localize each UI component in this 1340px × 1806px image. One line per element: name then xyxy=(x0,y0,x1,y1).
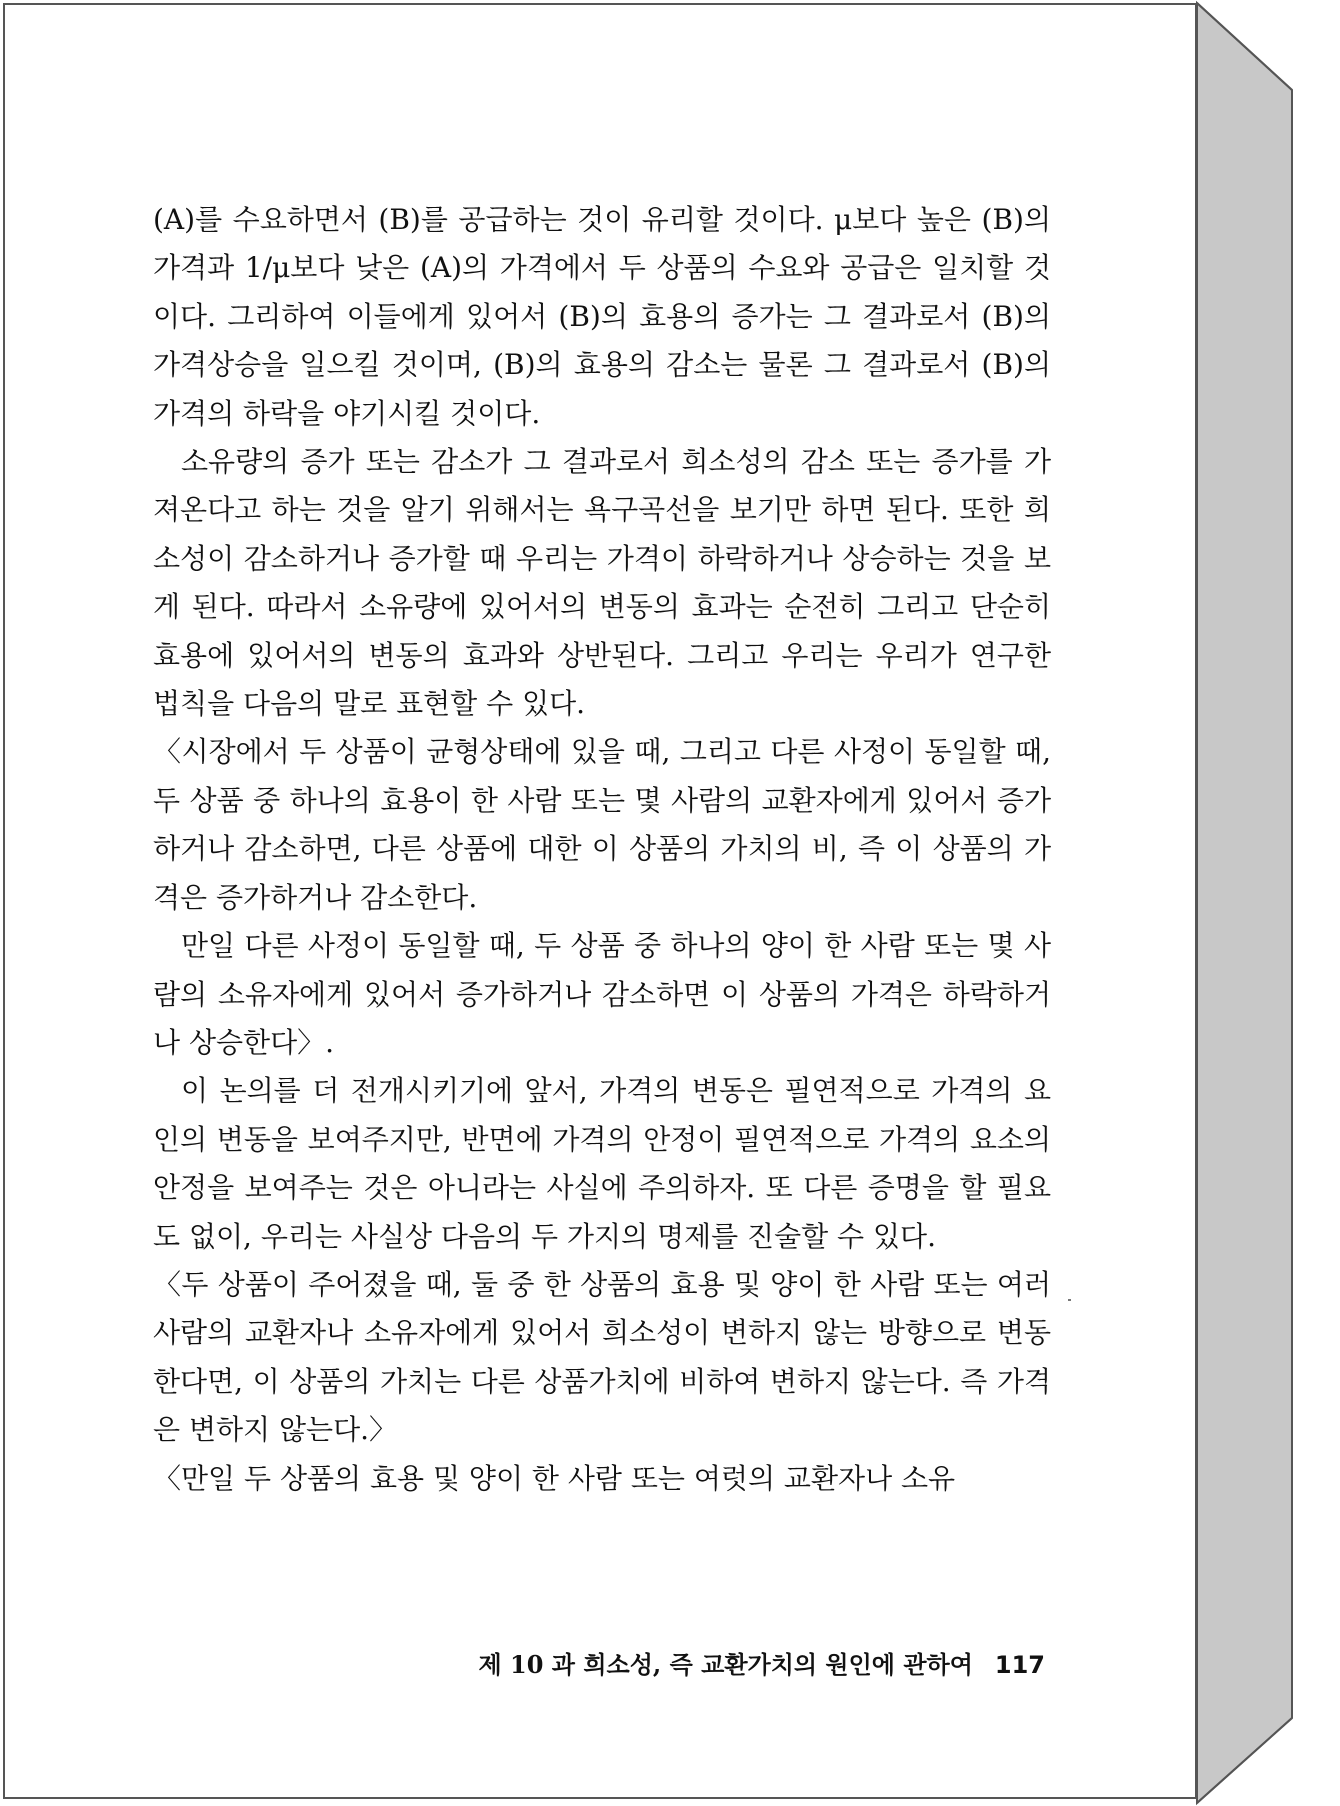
scan-speck xyxy=(1068,1299,1071,1301)
body-text xyxy=(153,196,1051,1503)
paragraph-6-quote: 〈두 상품이 주어졌을 때, 둘 중 한 상품의 효용 및 양이 한 사람 또는 여러 사람의 교환자나 소유자에게 있어서 희소성이 변하지 않는 방향으로 변동한다면, 이 상품의 가치는 다른 상품가치에 비하여 변하지 않는다. 즉 가격은 변하지 않는다.〉 xyxy=(153,1267,1051,1447)
paragraph-4: 만일 다른 사정이 동일할 때, 두 상품 중 하나의 양이 한 사람 또는 몇 사람의 소유자에게 있어서 증가하거나 감소하면 이 상품의 가격은 하락하거나 상승한다〉. xyxy=(153,929,1051,1059)
running-footer xyxy=(479,1645,1045,1680)
paragraph-1: (A)를 수요하면서 (B)를 공급하는 것이 유리할 것이다. μ보다 높은 (B)의 가격과 1/μ보다 낮은 (A)의 가격에서 두 상품의 수요와 공급은 일치할 것이다. 그리하여 이들에게 있어서 (B)의 효용의 증가는 그 결과로서 (B)의 가격상승을 일으킬 것이며, (B)의 효용의 감소는 물론 그 결과로서 (B)의 가격의 하락을 야기시킬 것이다. xyxy=(153,203,1051,430)
paragraph-2: 소유량의 증가 또는 감소가 그 결과로서 희소성의 감소 또는 증가를 가져온다고 하는 것을 알기 위해서는 욕구곡선을 보기만 하면 된다. 또한 희소성이 감소하거나 증가할 때 우리는 가격이 하락하거나 상승하는 것을 보게 된다. 따라서 소유량에 있어서의 변동의 효과는 순전히 그리고 단순히 효용에 있어서의 변동의 효과와 상반된다. 그리고 우리는 우리가 연구한 법칙을 다음의 말로 표현할 수 있다. xyxy=(153,445,1051,721)
paragraph-7-quote: 〈만일 두 상품의 효용 및 양이 한 사람 또는 여럿의 교환자나 소유 xyxy=(153,1461,956,1495)
paragraph-5: 이 논의를 더 전개시키기에 앞서, 가격의 변동은 필연적으로 가격의 요인의 변동을 보여주지만, 반면에 가격의 안정이 필연적으로 가격의 요소의 안정을 보여주는 것은 아니라는 사실에 주의하자. 또 다른 증명을 할 필요도 없이, 우리는 사실상 다음의 두 가지의 명제를 진술할 수 있다. xyxy=(153,1074,1051,1253)
paragraph-3-quote: 〈시장에서 두 상품이 균형상태에 있을 때, 그리고 다른 사정이 동일할 때, 두 상품 중 하나의 효용이 한 사람 또는 몇 사람의 교환자에게 있어서 증가하거나 감소하면, 다른 상품에 대한 이 상품의 가치의 비, 즉 이 상품의 가격은 증가하거나 감소한다. xyxy=(153,735,1051,914)
page-number: 117 xyxy=(994,1651,1045,1679)
running-title: 제 10 과 희소성, 즉 교환가치의 원인에 관하여 xyxy=(478,1650,973,1679)
